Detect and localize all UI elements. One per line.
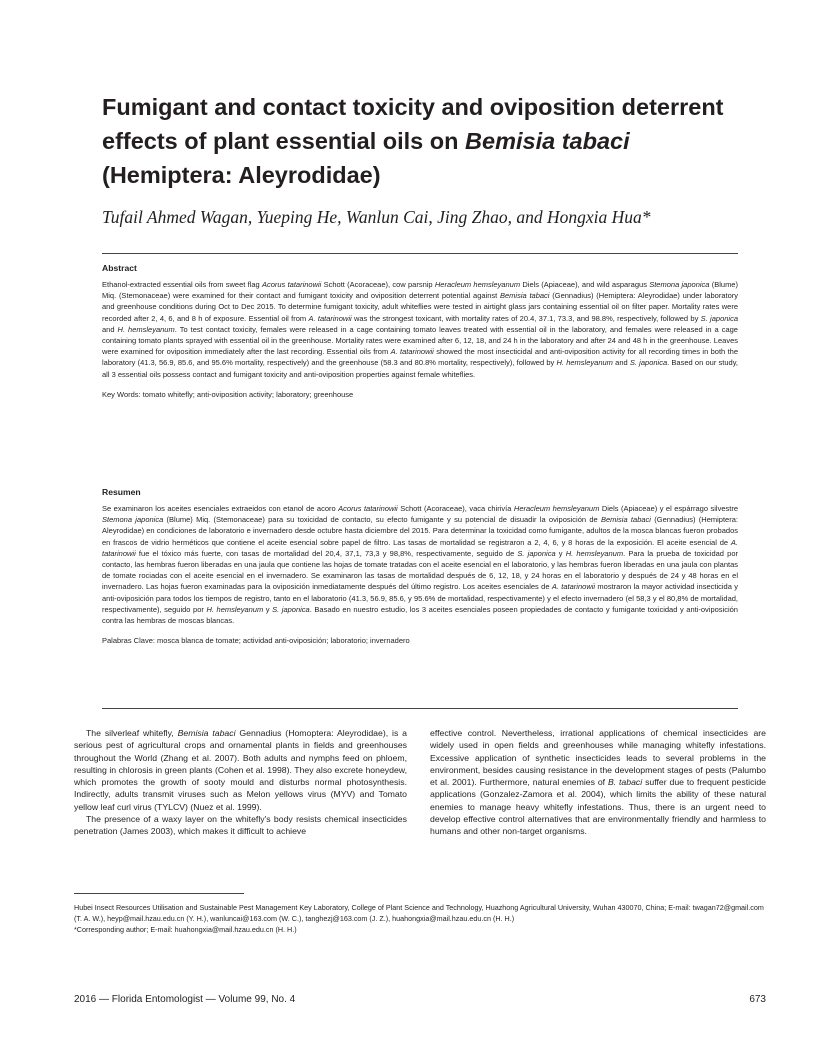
- body-fragment: suffer due to frequent pesticide applications (Gonzalez-Zamora et al. 2004), which limits the ability of these natural enemies to manage heavy whitefly infestations. Thus, there is an urgent need to develop effective control alternatives that are environmentally friendly and harmless to humans and other non-target organisms.: [430, 777, 767, 837]
- title-line-2: [102, 124, 742, 158]
- author-list: Tufail Ahmed Wagan, Yueping He, Wanlun Cai, Jing Zhao, and Hongxia Hua*: [102, 207, 651, 227]
- species-name: S. japonica: [272, 604, 310, 614]
- resumen-fragment: y: [555, 548, 566, 558]
- body-fragment: effective control. Nevertheless, irrational applications of chemical insecticides are widely used in open fields and greenhouses while managing whitefly infestations. Excessive application of synthetic insecticides leads to several problems in the environment, besides causing resistance in the development stages of pests (Palumbo et al. 2001). Furthermore, natural enemies of: [430, 728, 766, 788]
- species-name: Bemisia tabaci: [177, 728, 236, 738]
- abstract-fragment: Schott (Acoraceae), cow parsnip: [321, 280, 435, 289]
- species-name: Acorus tatarinowii: [261, 280, 322, 289]
- species-name: Bemisia tabaci: [600, 515, 651, 525]
- resumen-fragment: (Blume) Miq. (Stemonaceae) para su toxicidad de contacto, su efecto fumigante y su potencial de disuadir la oviposición de: [163, 515, 601, 525]
- abstract-section: [102, 263, 738, 400]
- resumen-heading: Resumen: [102, 487, 141, 497]
- body-fragment: Gennadius (Homoptera: Aleyrodidae), is a serious pest of agricultural crops and ornamental plants in fields and greenhouses throughout the World (Zhang et al. 2007). Both adults and nymphs feed on phloem, resulting in chlorosis in green plants (Cohen et al. 1998). They also excrete honeydew, which promotes the growth of sooty mould and disturbs normal photosynthesis. Indirectly, adults transmit viruses such as Melon yellows virus (MYV) and Tomato yellow leaf curl virus (TYLCV) (Nuez et al. 1999).: [74, 728, 407, 812]
- resumen-fragment: . Para la prueba de toxicidad por contacto, las hembras fueron liberadas en una jaula que contiene las hojas de tomate tratadas con el aceite esencial en el laboratorio, y las hembras fueron liberadas en una jaula con plantas de tomate rociadas con el aceite esencial en el invernadero. Se examinaron las tasas de mortalidad después de 6, 12, 18, y 24 horas en el laboratorio y después de 24 y 48 horas en el invernadero. Las hojas fueron examinadas para la oviposición inmediatamente después del último registro. Los aceites esenciales de: [102, 548, 738, 592]
- title-species: Bemisia tabaci: [465, 128, 630, 154]
- abstract-fragment: showed the most insecticidal and anti-oviposition activity for all recording times in both the laboratory (41.3, 56.9, 85.6, and 95.6% mortality, respectively) and the greenhouse (58.3 and 80.8% mortality, respectively), followed by: [102, 347, 739, 368]
- footnote-rule: [74, 893, 244, 894]
- species-name: Acorus tatarinowii: [338, 504, 398, 513]
- journal-citation: 2016 — Florida Entomologist — Volume 99, No. 4: [74, 994, 296, 1005]
- body-column-right: [430, 727, 766, 838]
- species-name: H. hemsleyanum: [117, 324, 175, 334]
- title-line-1: Fumigant and contact toxicity and oviposition deterrent: [102, 94, 724, 120]
- resumen-fragment: fue el tóxico más fuerte, con tasas de mortalidad del 20,4, 37,1, 73,3 y 98,8%, respectivamente, seguido de: [135, 548, 518, 558]
- title-line-3: (Hemiptera: Aleyrodidae): [102, 162, 381, 188]
- footnotes: [74, 903, 766, 935]
- species-name: Stemona japonica: [102, 515, 164, 525]
- article-title: [102, 90, 742, 192]
- abstract-top-rule: [102, 253, 738, 254]
- resumen-fragment: y: [263, 604, 273, 614]
- species-name: A. tatarinowii: [102, 537, 738, 558]
- affiliation-footnote: Hubei Insect Resources Utilisation and Sustainable Pest Management Key Laboratory, College of Plant Science and Technology, Huazhong Agricultural University, Wuhan 430070, China; E-mail: twagan72@gmail.com (T. A. W.), heyp@mail.hzau.edu.cn (Y. H.), wanluncai@163.com (W. C.), tanghezj@163.com (J. Z.), huahongxia@mail.hzau.edu.cn (H. H.): [74, 903, 764, 923]
- corresponding-author-footnote: *Corresponding author; E-mail: huahongxia@mail.hzau.edu.cn (H. H.): [74, 924, 297, 934]
- abstract-fragment: and: [612, 358, 630, 368]
- species-name: A. tatarinowii: [390, 347, 434, 357]
- abstract-fragment: (Blume) Miq. (Stemonaceae) were examined for their contact and fumigant toxicity and oviposition deterrent potential against: [102, 280, 738, 301]
- abstract-fragment: Ethanol-extracted essential oils from sweet flag: [102, 280, 262, 289]
- body-paragraph: [430, 727, 766, 838]
- species-name: B. tabaci: [607, 777, 643, 788]
- species-name: A. tatarinowii: [308, 313, 352, 323]
- abstract-keywords: Key Words: tomato whitefly; anti-oviposition activity; laboratory; greenhouse: [102, 389, 354, 399]
- abstract-fragment: and: [102, 324, 118, 334]
- abstract-fragment: (Gennadius) (Hemiptera: Aleyrodidae) under laboratory and greenhouse conditions during Oct to Dec 2015. To determine fumigant toxicity, adult whiteflies were tested in airtight glass jars containing essential oil on filter paper. Mortality rates were recorded after 2, 4, 6, and 8 h of exposure. Essential oil from: [102, 291, 738, 323]
- body-paragraph: The presence of a waxy layer on the whitefly's body resists chemical insecticides penetration (James 2003), which makes it difficult to achieve: [74, 814, 407, 837]
- abstract-fragment: . Based on our study, all 3 essential oils possess contact and fumigant toxicity and anti-oviposition properties against female whiteflies.: [102, 358, 738, 379]
- species-name: S. japonica: [629, 358, 668, 368]
- resumen-fragment: mostraron la mayor actividad insecticida y anti-oviposición para todos los tiempos de registro, tanto en el laboratorio (41.3, 56.9, 85.6, y 95.6% de mortalidad, respectivamente) y el efecto invernadero (el 58,3 y el 80,8% de mortalidad, respectivamente), seguido por: [102, 582, 739, 614]
- abstract-fragment: was the strongest toxicant, with mortality rates of 20.4, 37.1, 73.3, and 98.8%, respectively, followed by: [351, 313, 701, 323]
- species-name: H. hemsleyanum: [565, 548, 624, 558]
- species-name: Heracleum hemsleyanum: [513, 504, 600, 513]
- resumen-text: [102, 503, 738, 626]
- resumen-fragment: Diels (Apiaceae) y el espárrago silvestre: [599, 504, 738, 513]
- abstract-fragment: Diels (Apiaceae), and wild asparagus: [520, 280, 650, 289]
- page-number: 673: [749, 994, 766, 1005]
- resumen-fragment: . Basado en nuestro estudio, los 3 aceites esenciales poseen propiedades de contacto y fumigante toxicidad y anti-oviposición contra las hembras de moscas blancas.: [102, 604, 738, 626]
- resumen-fragment: Schott (Acoraceae), vaca chirivía: [397, 504, 514, 513]
- abstract-bottom-rule: [102, 708, 738, 709]
- body-fragment: The silverleaf whitefly,: [86, 728, 178, 738]
- resumen-keywords: Palabras Clave: mosca blanca de tomate; actividad anti-oviposición; laboratorio; invernadero: [102, 636, 410, 646]
- species-name: S. japonica: [517, 548, 556, 558]
- species-name: S. japonica: [700, 313, 738, 323]
- body-column-left: [74, 727, 407, 838]
- title-line-2-text: effects of plant essential oils on: [102, 128, 466, 154]
- species-name: Heracleum hemsleyanum: [434, 280, 521, 289]
- abstract-fragment: . To test contact toxicity, females were released in a cage containing tomato leaves treated with essential oil in the laboratory, and females were released in a cage containing tomato plants sprayed with essential oil in the greenhouse. Mortality rates were examined after 6, 12, 18, and 24 h in the laboratory and after 24 and 48 h in the greenhouse. Leaves were examined for oviposition immediately after the last recording. Essential oils from: [102, 324, 738, 357]
- abstract-text: [102, 279, 738, 380]
- species-name: Stemona japonica: [649, 280, 710, 289]
- species-name: H. hemsleyanum: [206, 604, 264, 614]
- resumen-section: [102, 487, 738, 646]
- body-paragraph: [74, 727, 407, 813]
- abstract-heading: Abstract: [102, 263, 137, 273]
- species-name: A. tatarinowii: [551, 582, 596, 592]
- resumen-fragment: (Gennadius) (Hemiptera: Aleyrodidae) en condiciones de laboratorio e invernadero desde octubre hasta diciembre del 2015. Para determinar la toxicidad como fumigante, adultos de la mosca blancas fueron probados en frascos de vidrio herméticos que contiene el aceite esencial sobre papel de filtro. Las tasas de mortalidad se registraron a 2, 4, 6, y 8 horas de la exposición. El aceite esencial de: [102, 515, 738, 547]
- species-name: H. hemsleyanum: [556, 358, 613, 368]
- resumen-fragment: Se examinaron los aceites esenciales extraeidos con etanol de acoro: [102, 504, 339, 513]
- species-name: Bemisia tabaci: [500, 291, 550, 301]
